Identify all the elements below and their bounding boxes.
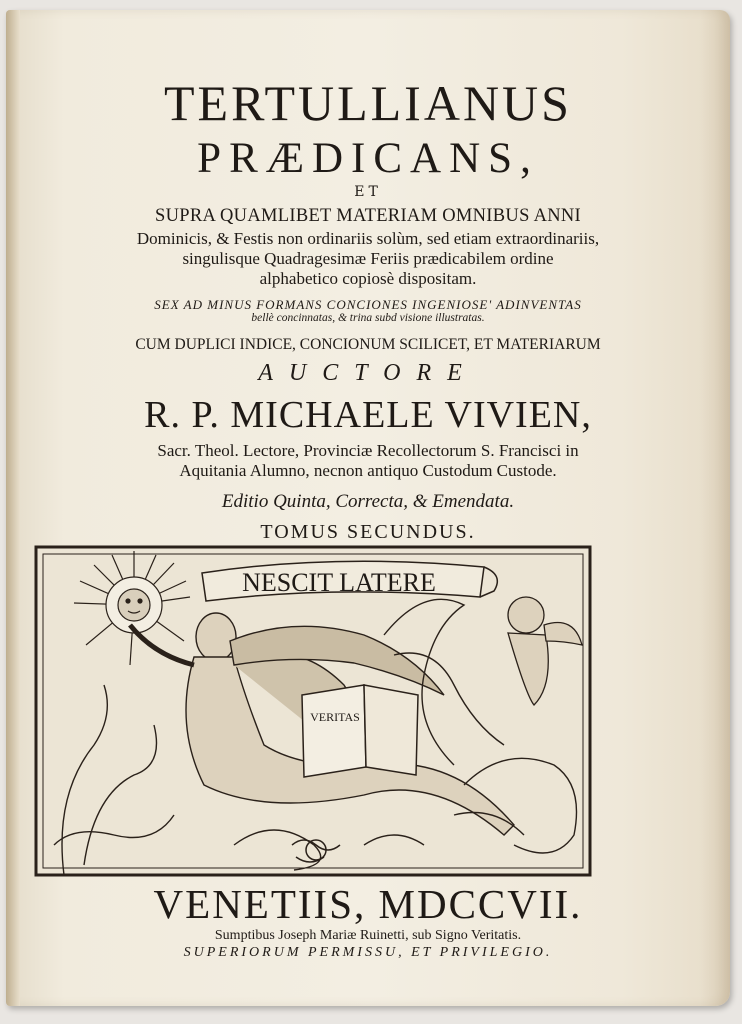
- subtitle-line-1: SUPRA QUAMLIBET MATERIAM OMNIBUS ANNI: [154, 206, 582, 226]
- book-label: VERITAS: [310, 710, 360, 724]
- imprint-printer: Sumptibus Joseph Mariæ Ruinetti, sub Signo Veritatis.: [214, 928, 522, 943]
- book-icon: [302, 685, 418, 777]
- index-line: CUM DUPLICI INDICE, CONCIONUM SCILICET, ET MATERIARUM: [135, 336, 601, 353]
- tome-line: TOMUS SECUNDUS.: [260, 521, 476, 543]
- engraving: [34, 545, 592, 877]
- title-et: ET: [354, 184, 382, 200]
- edition-line: Editio Quinta, Correcta, & Emendata.: [221, 491, 515, 512]
- author-desc-2: Aquitania Alumno, necnon antiquo Custodum Custode.: [179, 461, 557, 480]
- imprint-place-date: VENETIIS, MDCCVII.: [153, 881, 583, 927]
- imprint-permission: SUPERIORUM PERMISSU, ET PRIVILEGIO.: [183, 945, 553, 960]
- subtitle-line-3: singulisque Quadragesimæ Feriis prædicabilem ordine: [182, 249, 554, 268]
- title-line-2: PRÆDICANS,: [197, 135, 539, 182]
- auctore-label: AUCTORE: [258, 360, 478, 386]
- italic-line-2: bellè concinnatas, & trina subd visione illustratas.: [251, 312, 485, 324]
- author-desc-1: Sacr. Theol. Lectore, Provinciæ Recollectorum S. Francisci in: [157, 441, 579, 460]
- subtitle-line-4: alphabetico copiosè dispositam.: [259, 269, 477, 288]
- title-line-1: TERTULLIANUS: [164, 75, 572, 131]
- subtitle-line-2: Dominicis, & Festis non ordinariis solùm, sed etiam extraordinariis,: [136, 229, 600, 248]
- motto-text: NESCIT LATERE: [242, 568, 436, 597]
- title-page: [6, 10, 730, 1006]
- italic-line-1: SEX AD MINUS FORMANS CONCIONES INGENIOSE' ADINVENTAS: [154, 297, 582, 312]
- author-name: R. P. MICHAELE VIVIEN,: [144, 394, 592, 436]
